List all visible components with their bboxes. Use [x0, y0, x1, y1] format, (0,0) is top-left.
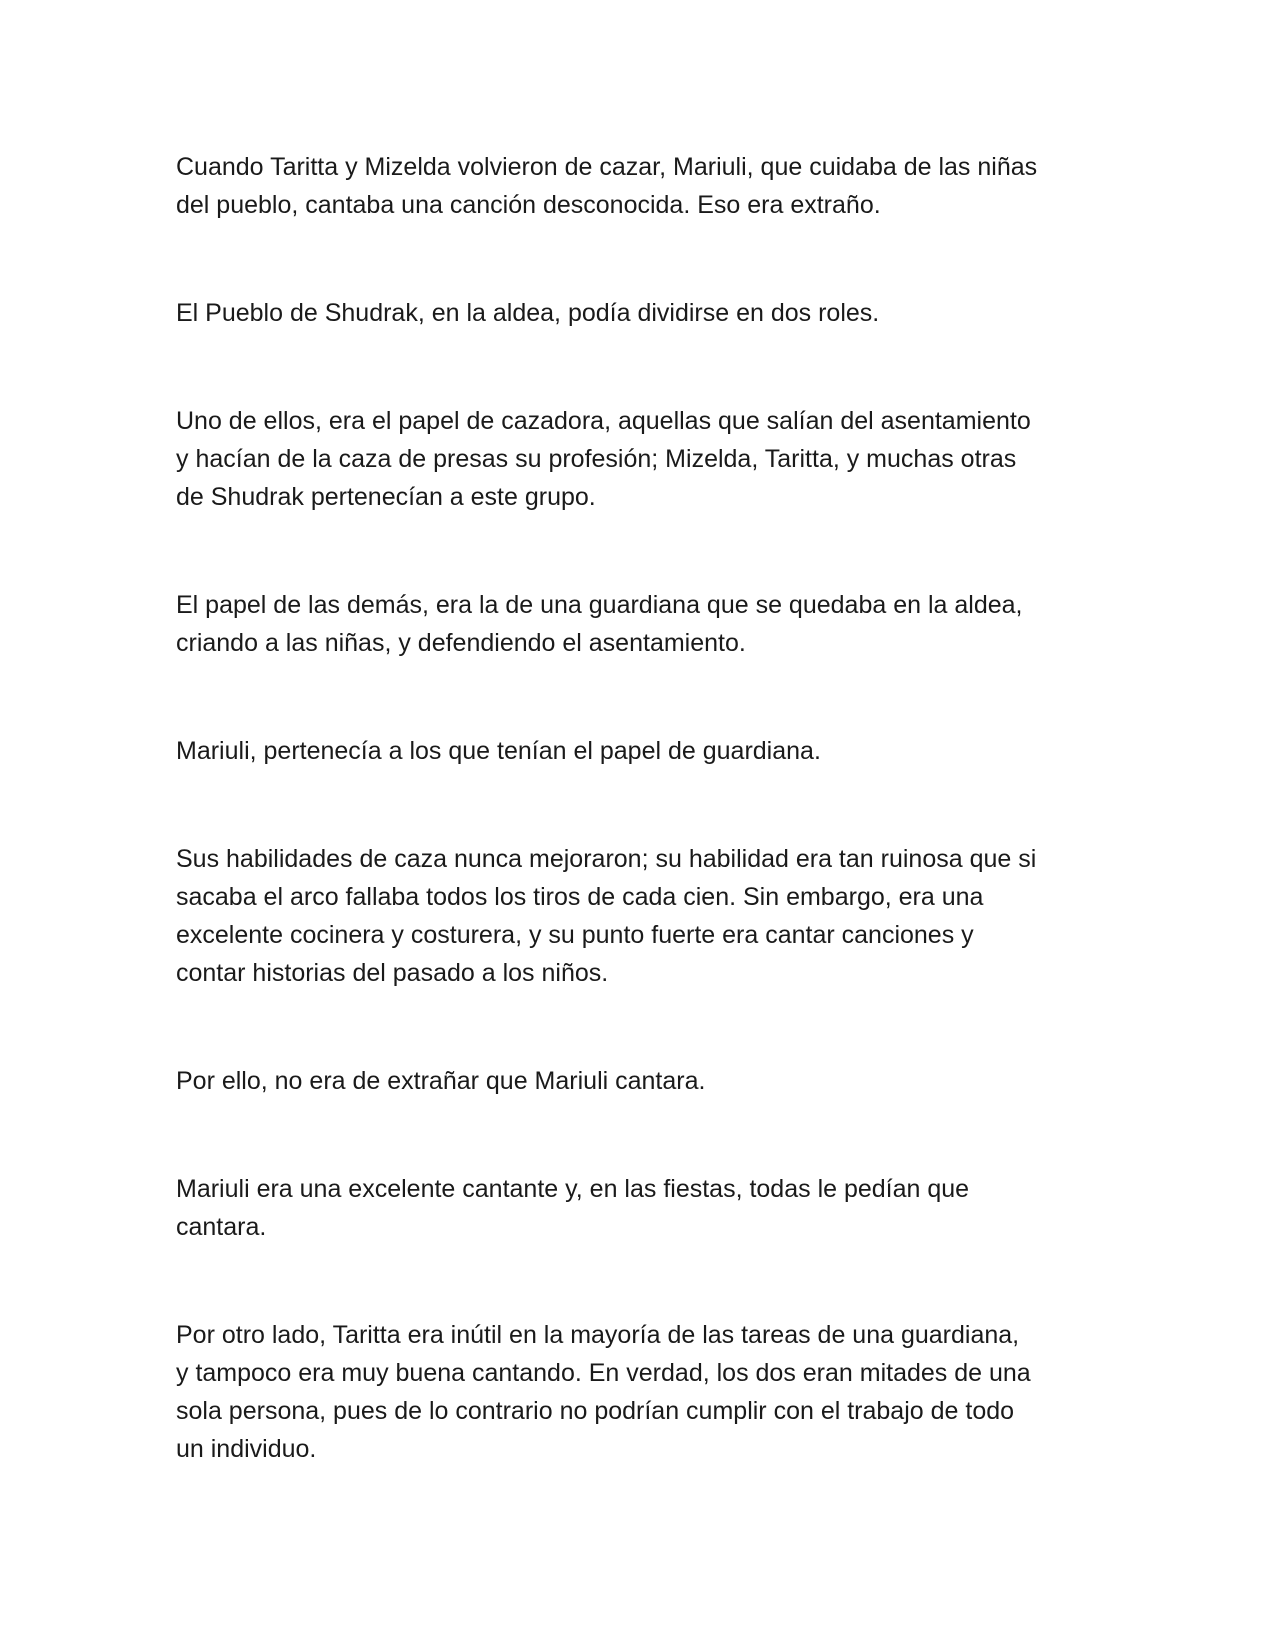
- text-line: del pueblo, cantaba una canción desconocida. Eso era extraño.: [176, 191, 881, 219]
- text-line: Cuando Taritta y Mizelda volvieron de cazar, Mariuli, que cuidaba de las niñas: [176, 153, 1038, 181]
- text-line: de Shudrak pertenecían a este grupo.: [176, 483, 596, 511]
- text-line: sola persona, pues de lo contrario no podrían cumplir con el trabajo de todo: [176, 1397, 1015, 1425]
- paragraph-5: [176, 732, 1095, 770]
- text-line: cantara.: [176, 1213, 267, 1241]
- text-line: Mariuli era una excelente cantante y, en las fiestas, todas le pedían que: [176, 1175, 970, 1203]
- paragraph-9: [176, 1316, 1095, 1468]
- text-line: Sus habilidades de caza nunca mejoraron; su habilidad era tan ruinosa que si: [176, 845, 1037, 873]
- text-line: excelente cocinera y costurera, y su punto fuerte era cantar canciones y: [176, 921, 974, 949]
- text-line: Uno de ellos, era el papel de cazadora, aquellas que salían del asentamiento: [176, 407, 1031, 435]
- paragraph-8: [176, 1170, 1095, 1246]
- paragraph-3: [176, 402, 1095, 516]
- text-line: y hacían de la caza de presas su profesión; Mizelda, Taritta, y muchas otras: [176, 445, 1017, 473]
- text-line: El papel de las demás, era la de una guardiana que se quedaba en la aldea,: [176, 591, 1023, 619]
- paragraph-6: [176, 840, 1095, 992]
- text-line: y tampoco era muy buena cantando. En verdad, los dos eran mitades de una: [176, 1359, 1031, 1387]
- text-line: Mariuli, pertenecía a los que tenían el papel de guardiana.: [176, 737, 821, 765]
- paragraph-7: [176, 1062, 1095, 1100]
- text-line: un individuo.: [176, 1435, 317, 1463]
- text-line: Por otro lado, Taritta era inútil en la mayoría de las tareas de una guardiana,: [176, 1321, 1020, 1349]
- text-line: Por ello, no era de extrañar que Mariuli cantara.: [176, 1067, 706, 1095]
- paragraph-2: [176, 294, 1095, 332]
- paragraph-4: [176, 586, 1095, 662]
- text-line: criando a las niñas, y defendiendo el asentamiento.: [176, 629, 746, 657]
- text-line: El Pueblo de Shudrak, en la aldea, podía dividirse en dos roles.: [176, 299, 880, 327]
- text-line: sacaba el arco fallaba todos los tiros de cada cien. Sin embargo, era una: [176, 883, 984, 911]
- text-line: contar historias del pasado a los niños.: [176, 959, 609, 987]
- paragraph-1: [176, 148, 1095, 224]
